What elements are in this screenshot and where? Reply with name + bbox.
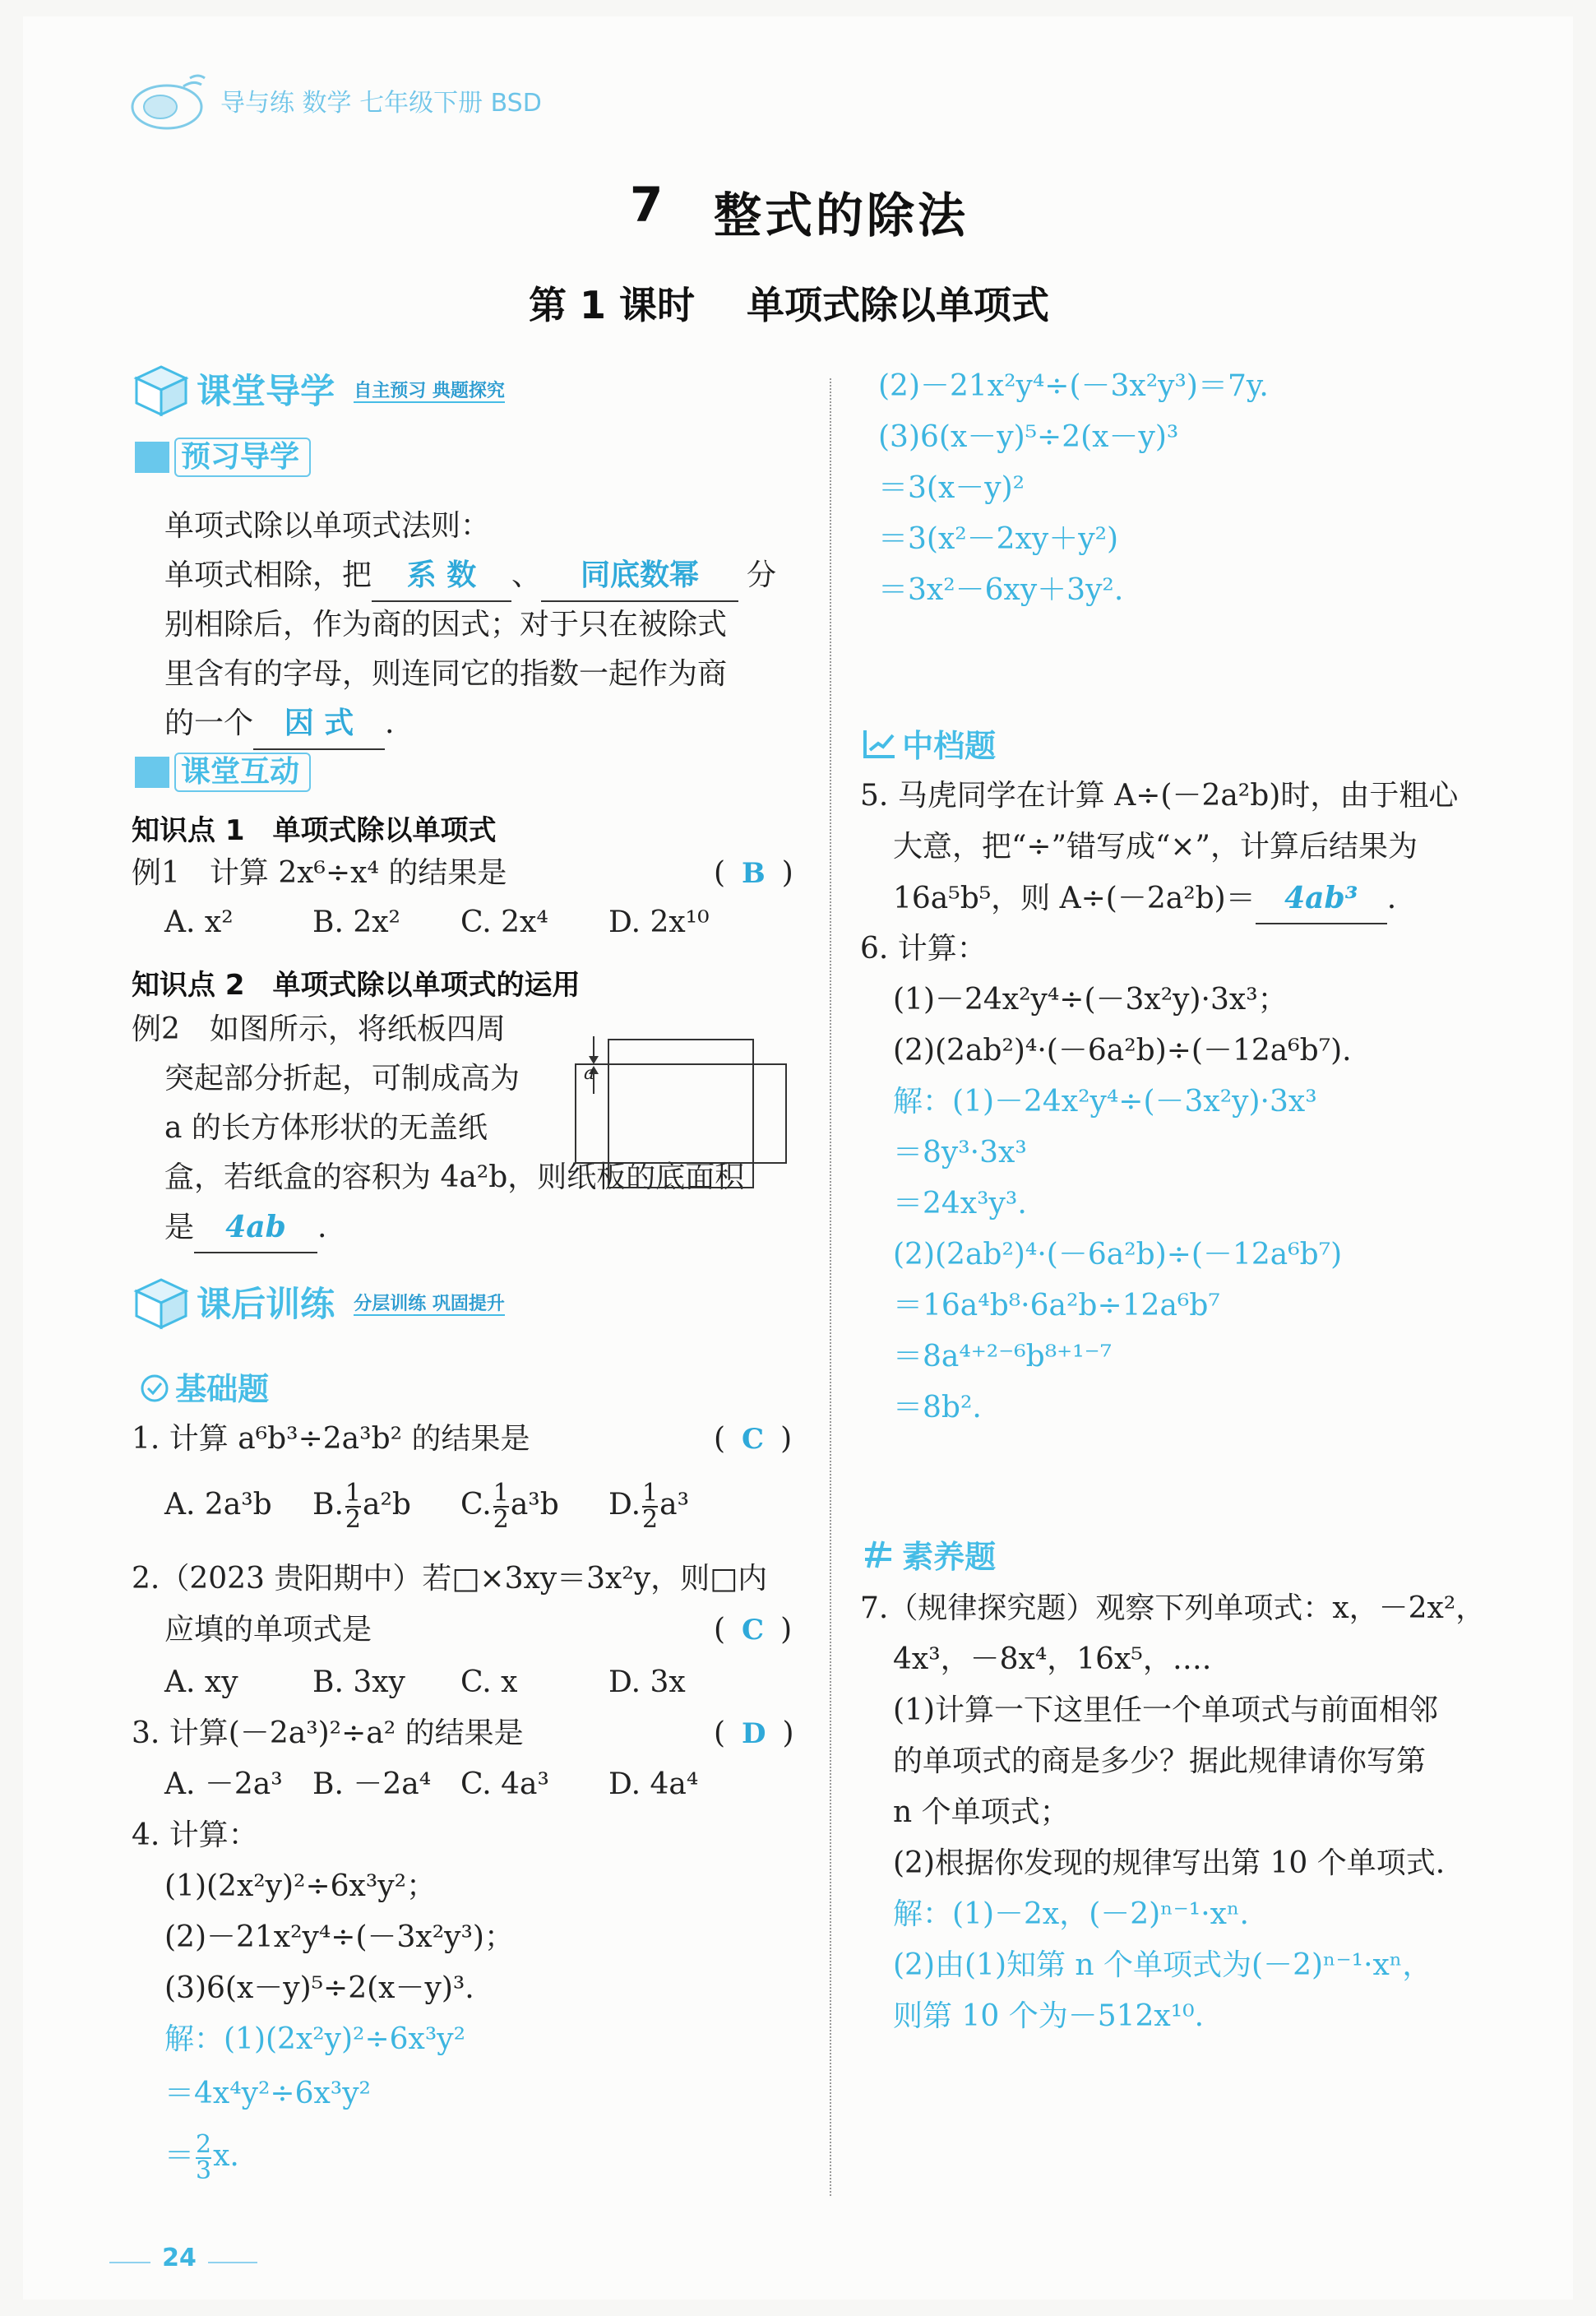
question-7-line-3: (1)计算一下这里任一个单项式与前面相邻 xyxy=(893,1693,1438,1727)
question-3: 3. 计算(－2a³)²÷a² 的结果是 xyxy=(132,1716,524,1750)
question-3-answer: D xyxy=(742,1717,766,1750)
question-4-solution-1: 解：(1)(2x²y)²÷6x³y² xyxy=(164,2022,466,2056)
example-2-line-4: 盒，若纸盒的容积为 4a²b，则纸板的底面积 xyxy=(164,1160,745,1194)
cube-icon xyxy=(130,360,192,418)
question-1: 1. 计算 a⁶b³÷2a³b² 的结果是 xyxy=(132,1422,530,1456)
question-6: 6. 计算： xyxy=(860,932,987,966)
question-6-solution-6: ＝8a⁴⁺²⁻⁶b⁸⁺¹⁻⁷ xyxy=(893,1340,1113,1373)
header-series: 导与练 数学 七年级下册 BSD xyxy=(220,89,542,118)
tag-preview xyxy=(135,438,311,477)
chart-line-icon xyxy=(862,727,898,760)
figure-label-a: a xyxy=(584,1063,595,1084)
blank-1: 系 数 xyxy=(372,551,511,602)
lesson-title: 单项式除以单项式 xyxy=(747,283,1049,327)
check-badge-icon xyxy=(138,1370,171,1403)
middle-title: 中档题 xyxy=(902,728,997,764)
basic-heading xyxy=(138,1364,269,1409)
column-divider xyxy=(830,378,831,2196)
example-2-line-2: 突起部分折起，可制成高为 xyxy=(164,1062,520,1095)
header-logo-icon xyxy=(126,70,216,139)
middle-heading xyxy=(862,720,996,766)
question-6-solution-5: ＝16a⁴b⁸·6a²b÷12a⁶b⁷ xyxy=(893,1289,1220,1322)
question-5-line-2: 大意，把“÷”错写成“×”，计算后结果为 xyxy=(893,830,1418,864)
example-1: 例1 计算 2x⁶÷x⁴ 的结果是 xyxy=(132,856,507,890)
question-4-item-2: (2)－21x²y⁴÷(－3x²y³)； xyxy=(164,1920,514,1954)
question-4-item-1: (1)(2x²y)²÷6x³y²； xyxy=(164,1869,437,1903)
lesson-number: 第 1 课时 xyxy=(529,283,696,327)
question-5-line-3: 16a⁵b⁵，则 A÷(－2a²b)＝ 4ab³ . xyxy=(893,873,1396,924)
question-1-answer: C xyxy=(742,1423,765,1456)
preview-rule-title: 单项式除以单项式法则： xyxy=(164,509,491,543)
tag-interactive-label: 课堂互动 xyxy=(174,753,311,792)
tag-interactive xyxy=(135,753,311,792)
knowledge-point-2: 知识点 2 单项式除以单项式的运用 xyxy=(132,969,581,1002)
right-solution-2: (3)6(x－y)⁵÷2(x－y)³ xyxy=(878,420,1179,454)
page: 导与练 数学 七年级下册 BSD 7 整式的除法 第 1 课时 单项式除以单项式 课堂导学 自主预习 典题探究 预习导学 单项式除以单项式法则： 单项式相除，把 系 数 、 同底数幂 分 别相除后，作为商的因式；对于只在被除式 里含有的字母，则连同它的指数一起作为商 的一个 因 式 . 课堂互动 知识点 1 单项式除以单项式 例1 计算 2x⁶÷x⁴ 的结果是 ( B ) A. x² B. 2x² C. 2x⁴ D. 2x¹⁰ 知识点 2 单项式除以单项式的运用 例2 如图所示，将纸板四周 突起部分折起，可制成高为 a 的长方体形状的无盖纸 盒，若纸盒的容积为 4a²b，则纸板的底面积 是 4ab . a 课后训练 分层训练 巩固提升 基础题 1. 计算 a⁶b³÷2a³b² 的结果是 ( C ) A. 2a³b B. $\frac{1}{2}$ a²b C. $\frac{1}{2}$ a³b D. $\frac{1}{2}$ a³ 2.（2023 贵阳期中）若□×3xy＝3x²y，则□内 应填的单项式是 ( C ) A. xy B. 3xy C. x D. 3x 3. 计算(－2a³)²÷a² 的结果是 ( D ) A. －2a³ B. －2a⁴ C. 4a³ D. 4a⁴ 4. 计算： (1)(2x²y)²÷6x³y²； (2)－21x²y⁴÷(－3x²y³)； (3)6(x－y)⁵÷2(x－y)³. 解：(1)(2x²y)²÷6x³y² ＝4x⁴y²÷6x³y² ＝ $\frac{2}{3}$ x. (2)－21x²y⁴÷(－3x²y³)＝7y. (3)6(x－y)⁵÷2(x－y)³ ＝3(x－y)² ＝3(x²－2xy＋y²) ＝3x²－6xy＋3y². 中档题 5. 马虎同学在计算 A÷(－2a²b)时，由于粗心 大意，把“÷”错写成“×”，计算后结果为 16a⁵b⁵，则 A÷(－2a²b)＝ 4ab³ . 6. 计算： (1)－24x²y⁴÷(－3x²y)·3x³； (2)(2ab²)⁴·(－6a²b)÷(－12a⁶b⁷). 解：(1)－24x²y⁴÷(－3x²y)·3x³ ＝8y³·3x³ ＝24x³y³. (2)(2ab²)⁴·(－6a²b)÷(－12a⁶b⁷) ＝16a⁴b⁸·6a²b÷12a⁶b⁷ ＝8a⁴⁺²⁻⁶b⁸⁺¹⁻⁷ ＝8b². 素养题 7.（规律探究题）观察下列单项式：x，－2x²， 4x³，－8x⁴，16x⁵，…. (1)计算一下这里任一个单项式与前面相邻 的单项式的商是多少？据此规律请你写第 n 个单项式； (2)根据你发现的规律写出第 10 个单项式. 解：(1)－2x，(－2)ⁿ⁻¹·xⁿ. (2)由(1)知第 n 个单项式为(－2)ⁿ⁻¹·xⁿ， 则第 10 个为－512x¹⁰. 24 xyxy=(23,16,1573,2300)
question-4: 4. 计算： xyxy=(132,1818,258,1852)
question-6-solution-3: ＝24x³y³. xyxy=(893,1187,1027,1221)
question-4-solution-2: ＝4x⁴y²÷6x³y² xyxy=(164,2077,371,2110)
right-solution-4: ＝3(x²－2xy＋y²) xyxy=(878,522,1119,556)
basic-title: 基础题 xyxy=(175,1371,270,1407)
example-2-line-5: 是 4ab . xyxy=(164,1202,326,1253)
literacy-heading xyxy=(862,1531,996,1577)
question-6-solution-4: (2)(2ab²)⁴·(－6a²b)÷(－12a⁶b⁷) xyxy=(893,1238,1343,1271)
cube-icon xyxy=(130,1273,192,1331)
question-2-line-2: 应填的单项式是 xyxy=(164,1613,372,1647)
question-7-solution-1: 解：(1)－2x，(－2)ⁿ⁻¹·xⁿ. xyxy=(893,1897,1249,1931)
chapter-number: 7 xyxy=(630,177,664,233)
question-7-solution-3: 则第 10 个为－512x¹⁰. xyxy=(893,1999,1205,2033)
question-6-solution-2: ＝8y³·3x³ xyxy=(893,1136,1027,1170)
section-classroom xyxy=(130,360,505,418)
example-1-answer: B xyxy=(742,857,766,890)
question-7-line-6: (2)根据你发现的规律写出第 10 个单项式. xyxy=(893,1846,1446,1880)
knowledge-point-1: 知识点 1 单项式除以单项式 xyxy=(132,814,497,847)
paper-board-figure xyxy=(574,1028,788,1196)
question-7-line-1: 7.（规律探究题）观察下列单项式：x，－2x²， xyxy=(860,1591,1486,1625)
right-solution-3: ＝3(x－y)² xyxy=(878,471,1025,505)
question-1-answer-box: ( C ) xyxy=(714,1422,793,1456)
question-6-item-2: (2)(2ab²)⁴·(－6a²b)÷(－12a⁶b⁷). xyxy=(893,1034,1352,1068)
question-7-line-2: 4x³，－8x⁴，16x⁵，…. xyxy=(893,1642,1212,1676)
blank-2: 同底数幂 xyxy=(541,551,738,602)
question-5-line-1: 5. 马虎同学在计算 A÷(－2a²b)时，由于粗心 xyxy=(860,779,1459,813)
section-after-class xyxy=(130,1273,505,1331)
blank-3: 因 式 xyxy=(253,699,385,750)
pen-strokes-icon xyxy=(862,1538,898,1571)
question-5-answer: 4ab³ xyxy=(1256,873,1387,924)
preview-line-4: 的一个 因 式 . xyxy=(164,699,394,750)
preview-line-1: 单项式相除，把 系 数 、 同底数幂 分 xyxy=(164,551,776,602)
right-solution-5: ＝3x²－6xy＋3y². xyxy=(878,573,1124,607)
example-1-answer-box: ( B ) xyxy=(714,856,793,890)
preview-line-2: 别相除后，作为商的因式；对于只在被除式 xyxy=(164,608,728,642)
question-7-solution-2: (2)由(1)知第 n 个单项式为(－2)ⁿ⁻¹·xⁿ， xyxy=(893,1948,1432,1982)
question-4-item-3: (3)6(x－y)⁵÷2(x－y)³. xyxy=(164,1971,474,2005)
preview-line-3: 里含有的字母，则连同它的指数一起作为商 xyxy=(164,657,728,691)
example-2-line-1: 例2 如图所示，将纸板四周 xyxy=(132,1012,506,1046)
question-6-item-1: (1)－24x²y⁴÷(－3x²y)·3x³； xyxy=(893,983,1288,1017)
question-6-solution-7: ＝8b². xyxy=(893,1391,982,1424)
section-classroom-title: 课堂导学 xyxy=(197,371,335,411)
question-4-solution-3: ＝ $\frac{2}{3}$ x. xyxy=(164,2130,239,2185)
question-2-line-1: 2.（2023 贵阳期中）若□×3xy＝3x²y，则□内 xyxy=(132,1562,768,1596)
section-classroom-subtitle: 自主预习 典题探究 xyxy=(354,380,505,401)
chapter-title: 整式的除法 xyxy=(714,188,969,243)
question-7-line-5: n 个单项式； xyxy=(893,1795,1070,1829)
literacy-title: 素养题 xyxy=(902,1539,997,1575)
question-3-answer-box: ( D ) xyxy=(714,1716,794,1750)
question-2-answer: C xyxy=(742,1614,765,1647)
question-2-answer-box: ( C ) xyxy=(714,1613,793,1647)
tag-preview-label: 预习导学 xyxy=(174,438,311,477)
question-6-solution-1: 解：(1)－24x²y⁴÷(－3x²y)·3x³ xyxy=(893,1085,1317,1119)
page-number: 24 xyxy=(150,2244,208,2272)
right-solution-1: (2)－21x²y⁴÷(－3x²y³)＝7y. xyxy=(878,369,1269,403)
section-after-class-title: 课后训练 xyxy=(197,1284,335,1324)
section-after-class-subtitle: 分层训练 巩固提升 xyxy=(354,1293,505,1314)
example-2-answer: 4ab xyxy=(194,1202,317,1253)
question-7-line-4: 的单项式的商是多少？据此规律请你写第 xyxy=(893,1744,1427,1778)
example-2-line-3: a 的长方体形状的无盖纸 xyxy=(164,1111,488,1145)
